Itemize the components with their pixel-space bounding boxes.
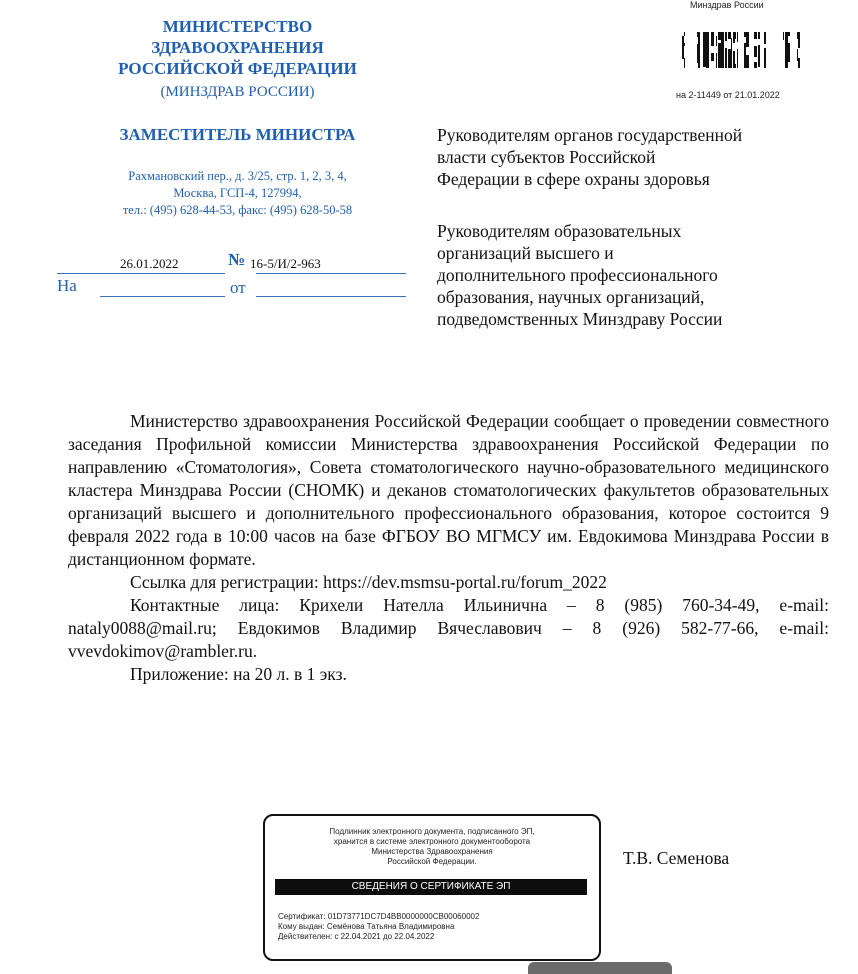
barcode-bar xyxy=(716,63,717,68)
letter-body xyxy=(68,410,829,686)
barcode-bar xyxy=(721,67,724,68)
barcode-bar xyxy=(788,58,790,62)
barcode-bar xyxy=(703,55,706,64)
registration-barcode xyxy=(682,32,800,68)
barcode-bar xyxy=(733,36,735,43)
barcode-bar xyxy=(735,32,736,39)
barcode-bar xyxy=(682,36,684,43)
barcode-bar xyxy=(716,36,717,39)
barcode-bar xyxy=(797,32,798,39)
barcode-bar xyxy=(746,55,749,61)
address-line: Рахмановский пер., д. 3/25, стр. 1, 2, 3, 4, xyxy=(128,169,347,183)
outgoing-number: 16-5/И/2-963 xyxy=(250,256,321,271)
barcode-bar xyxy=(798,58,800,68)
addressee-line: подведомственных Минздраву России xyxy=(437,309,723,329)
barcode-bar xyxy=(764,59,766,68)
barcode-bar xyxy=(703,44,706,55)
barcode-bar xyxy=(764,32,766,44)
stamp-note-line: Министерства Здравоохранения xyxy=(371,847,493,856)
barcode-bar xyxy=(764,48,766,59)
addressee-line: дополнительного профессионального xyxy=(437,265,718,285)
stamp-note-line: Российской Федерации. xyxy=(387,857,477,866)
outgoing-date: 26.01.2022 xyxy=(120,256,179,271)
barcode-bar xyxy=(703,64,706,67)
barcode-bar xyxy=(721,60,724,67)
ministry-address xyxy=(95,168,380,219)
barcode-bar xyxy=(697,44,698,53)
attachment-paragraph: Приложение: на 20 л. в 1 экз. xyxy=(130,664,347,684)
barcode-bar xyxy=(754,46,757,57)
barcode-bar xyxy=(718,65,721,68)
reference-date-underline xyxy=(256,296,406,297)
barcode-bar xyxy=(744,43,746,55)
barcode-bar xyxy=(737,37,738,42)
barcode-bar xyxy=(754,65,757,68)
barcode-bar xyxy=(758,45,760,53)
barcode-bar xyxy=(785,64,788,68)
certificate-header-bar: СВЕДЕНИЯ О СЕРТИФИКАТЕ ЭП xyxy=(275,879,587,895)
barcode-bar xyxy=(718,47,721,50)
barcode-bar xyxy=(706,37,709,40)
barcode-bar xyxy=(737,58,738,68)
barcode-bar xyxy=(706,66,709,68)
barcode-bar xyxy=(684,43,685,46)
addressee-line: Федерации в сфере охраны здоровья xyxy=(437,169,710,189)
barcode-bar xyxy=(788,43,790,53)
barcode-bar xyxy=(735,64,736,68)
barcode-bar xyxy=(731,57,732,62)
reference-na-label: На xyxy=(57,276,77,295)
barcode-bar xyxy=(733,51,735,55)
registration-number: на 2-11449 от 21.01.2022 xyxy=(676,90,780,100)
ministry-short-name: (МИНЗДРАВ РОССИИ) xyxy=(160,84,315,100)
barcode-bar xyxy=(725,48,727,60)
barcode-bar xyxy=(728,55,731,67)
barcode-bar xyxy=(721,32,724,39)
barcode-bar xyxy=(725,60,727,68)
registration-link-paragraph: Ссылка для регистрации: https://dev.msmsu-portal.ru/forum_2022 xyxy=(130,572,607,592)
barcode-bar xyxy=(698,54,700,65)
ministry-name-line: РОССИЙСКОЙ ФЕДЕРАЦИИ xyxy=(118,59,357,78)
barcode-bar xyxy=(785,49,788,59)
barcode-bar xyxy=(758,32,760,35)
barcode-bar xyxy=(684,32,685,36)
barcode-bar xyxy=(744,65,746,68)
ministry-name-line: МИНИСТЕРСТВО xyxy=(162,17,313,36)
barcode-bar xyxy=(758,58,760,67)
addressee-block xyxy=(437,220,827,330)
barcode-bar xyxy=(716,39,717,42)
barcode-bar xyxy=(783,32,784,40)
barcode-bar xyxy=(733,32,735,36)
barcode-bar xyxy=(703,32,706,44)
barcode-bar xyxy=(728,67,731,68)
certificate-serial: Сертификат: 01D73771DC7D4BB0000000CB00060002 xyxy=(278,912,480,921)
barcode-bar xyxy=(697,53,698,63)
barcode-bar xyxy=(731,53,732,57)
barcode-bar xyxy=(682,54,684,59)
e-signature-stamp xyxy=(263,814,601,961)
contacts-paragraph: Контактные лица: Крихели Нателла Ильинична – 8 (985) 760-34-49, e-mail: nataly0088@mail.ru; Евдокимов Владимир Вячеславович – 8 (926) 582-77-66, e-mail: vvevdokimov@rambler.ru. xyxy=(68,595,829,661)
number-underline xyxy=(256,273,406,274)
barcode-bar xyxy=(706,51,709,58)
barcode-bar xyxy=(737,32,738,37)
barcode-bar xyxy=(684,58,685,65)
barcode-bar xyxy=(731,62,732,68)
barcode-bar xyxy=(698,32,700,41)
barcode-bar xyxy=(716,42,717,46)
barcode-bar xyxy=(758,35,760,39)
barcode-bar xyxy=(698,47,700,54)
barcode-bar xyxy=(682,46,684,54)
barcode-bar xyxy=(731,50,732,53)
barcode-bar xyxy=(754,32,757,39)
addressee-line: Руководителям органов государственной xyxy=(437,125,743,145)
barcode-bar xyxy=(697,32,698,37)
barcode-bar xyxy=(725,32,727,41)
barcode-bar xyxy=(785,40,788,49)
barcode-bar xyxy=(706,58,709,66)
barcode-bar xyxy=(733,55,735,60)
registration-org: Минздрав России xyxy=(690,0,764,10)
barcode-bar xyxy=(718,57,721,65)
barcode-bar xyxy=(706,48,709,51)
barcode-bar xyxy=(754,62,757,65)
barcode-bar xyxy=(706,40,709,48)
barcode-bar xyxy=(746,61,749,68)
barcode-bar xyxy=(684,65,685,68)
barcode-bar xyxy=(728,49,731,55)
barcode-bar xyxy=(746,41,749,47)
barcode-bar xyxy=(731,38,732,50)
barcode-bar xyxy=(728,32,731,39)
scroll-handle[interactable] xyxy=(528,962,672,974)
barcode-bar xyxy=(716,53,717,63)
date-underline xyxy=(57,273,225,274)
barcode-bar xyxy=(746,32,749,41)
ministry-name-line: ЗДРАВООХРАНЕНИЯ xyxy=(151,38,324,57)
barcode-bar xyxy=(706,32,709,37)
barcode-bar xyxy=(798,41,800,48)
barcode-bar xyxy=(797,49,798,61)
addressee-line: организаций высшего и xyxy=(437,243,614,263)
stamp-note-line: хранится в системе электронного документооборота xyxy=(333,837,531,846)
barcode-bar xyxy=(733,60,735,68)
addressee-line: образования, научных организаций, xyxy=(437,287,705,307)
ministry-name xyxy=(95,16,380,79)
position-title: ЗАМЕСТИТЕЛЬ МИНИСТРА xyxy=(119,125,356,144)
barcode-bar xyxy=(711,41,714,46)
reference-number-underline xyxy=(100,296,225,297)
barcode-bar xyxy=(698,41,700,47)
barcode-bar xyxy=(744,32,746,37)
barcode-bar xyxy=(682,43,684,46)
signer-name: Т.В. Семенова xyxy=(623,848,730,868)
barcode-bar xyxy=(698,65,700,68)
barcode-bar xyxy=(721,48,724,60)
stamp-note-line: Подлинник электронного документа, подписанного ЭП, xyxy=(329,827,535,836)
certificate-validity: Действителен: с 22.04.2021 до 22.04.2022 xyxy=(278,932,435,941)
stamp-note xyxy=(265,827,599,867)
barcode-bar xyxy=(718,50,721,57)
barcode-bar xyxy=(711,53,714,61)
barcode-bar xyxy=(785,59,788,64)
main-paragraph: Министерство здравоохранения Российской Федерации сообщает о проведении совместного заседания Профильной комиссии Министерства здравоохранения Российской Федерации по направлению «Стоматология», Совета стоматологического научно-образовательного медицинского кластера Минздрава России (СНОМК) и деканов стоматологических факультетов образовательных организаций высшего и дополнительного профессионального образования, которое состоится 9 февраля 2022 года в 10:00 часов на базе ФГБОУ ВО МГМСУ им. Евдокимова Минздрава России в дистанционном формате. xyxy=(68,411,829,569)
barcode-bar xyxy=(737,49,738,58)
reference-ot-label: от xyxy=(230,278,246,297)
barcode-bar xyxy=(718,43,721,47)
address-line: тел.: (495) 628-44-53, факс: (495) 628-50-58 xyxy=(122,203,353,217)
barcode-bar xyxy=(798,32,800,41)
barcode-bar xyxy=(711,32,714,41)
address-line: Москва, ГСП-4, 127994, xyxy=(173,186,302,200)
barcode-bar xyxy=(758,53,760,58)
barcode-bar xyxy=(744,55,746,65)
barcode-bar xyxy=(788,32,790,36)
barcode-bar xyxy=(718,37,721,40)
number-sign: № xyxy=(228,250,246,269)
addressee-line: Руководителям образовательных xyxy=(437,221,682,241)
barcode-bar xyxy=(785,32,788,40)
addressee-line: власти субъектов Российской xyxy=(437,147,656,167)
barcode-bar xyxy=(788,53,790,58)
addressee-block xyxy=(437,124,827,190)
certificate-owner: Кому выдан: Семёнова Татьяна Владимировна xyxy=(278,922,455,931)
barcode-bar xyxy=(721,39,724,48)
barcode-bar xyxy=(718,32,721,37)
